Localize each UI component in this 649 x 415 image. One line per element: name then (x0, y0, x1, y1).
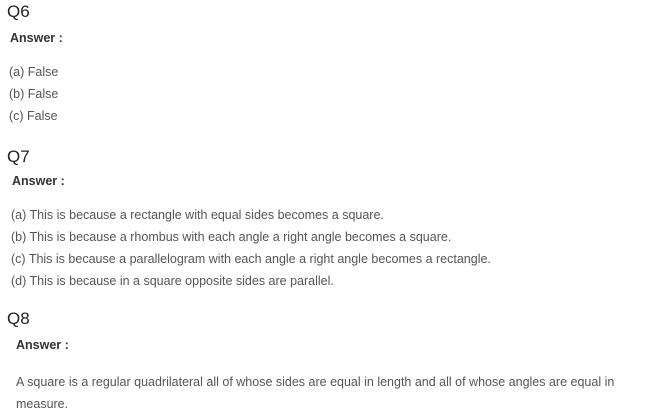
question-heading-q7: Q7 (7, 147, 30, 166)
answer-label-q7: Answer : (12, 174, 65, 188)
answer-paragraph-q8: A square is a regular quadrilateral all of whose sides are equal in length and all of whose angles are equal in measure. (16, 375, 615, 411)
answer-label-q8: Answer : (16, 338, 69, 352)
answer-label-q6: Answer : (10, 31, 63, 45)
answer-line-q6-a: (a) False (9, 65, 59, 79)
answer-line-q7-b: (b) This is because a rhombus with each angle a right angle becomes a square. (11, 230, 452, 244)
question-heading-q6: Q6 (7, 2, 30, 21)
answer-line-q7-c: (c) This is because a parallelogram with each angle a right angle becomes a rectangle. (11, 252, 491, 266)
answer-line-q7-d: (d) This is because in a square opposite sides are parallel. (11, 274, 334, 288)
question-heading-q8: Q8 (7, 309, 30, 328)
answer-line-q6-c: (c) False (9, 109, 58, 123)
answer-line-q7-a: (a) This is because a rectangle with equal sides becomes a square. (11, 208, 384, 222)
answer-line-q6-b: (b) False (9, 87, 59, 101)
